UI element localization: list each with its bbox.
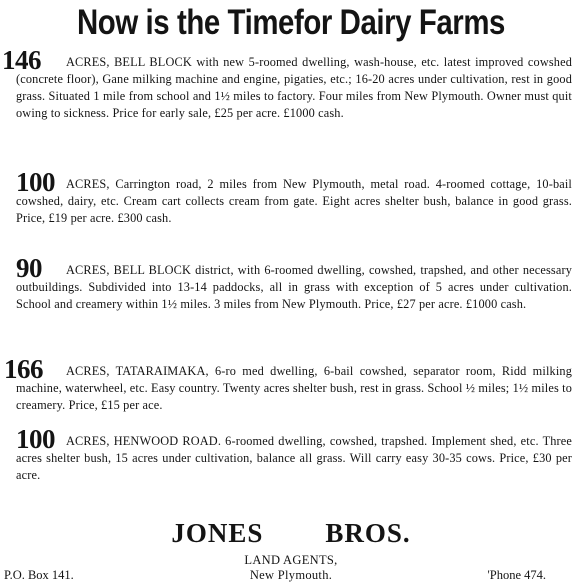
listing-text: ACRES, BELL BLOCK district, with 6-roomed dwelling, cowshed, trapshed, and other necessary outbuildings. Subdivided into 13-14 paddocks, all in grass with exception of 5 acres under cultivation. School and creamery within 1½ miles. 3 miles from New Plymouth. Price, £27 per acre. £1000 cash. xyxy=(16,263,572,311)
firm-town: New Plymouth. xyxy=(249,568,333,582)
listing-text: ACRES, Carrington road, 2 miles from New Plymouth, metal road. 4-roomed cottage, 10-bail cowshed, dairy, etc. Cream cart collects cream from gate. Eight acres shelter bush, balance in good grass. Price, £19 per acre. £300 cash. xyxy=(16,177,572,225)
listing-90-bell-block-district xyxy=(16,253,572,313)
acreage-number: 90 xyxy=(16,253,42,283)
listing-166-tataraimaka xyxy=(4,354,572,414)
firm-name xyxy=(0,518,582,548)
headline: Now is the Timefor Dairy Farms xyxy=(76,3,505,42)
listing-text: ACRES, TATARAIMAKA, 6-ro med dwelling, 6-bail cowshed, separator room, Ridd milking machine, waterwheel, etc. Easy country. Twenty acres shelter bush, rest in grass. School ½ miles; 1½ miles to creamery. Price, £15 per ace. xyxy=(16,364,572,412)
phone-number: 'Phone 474. xyxy=(487,568,546,582)
firm-role: LAND AGENTS, xyxy=(244,553,338,567)
listing-text: ACRES, HENWOOD ROAD. 6-roomed dwelling, cowshed, trapshed. Implement shed, etc. Three acres shelter bush, 15 acres under cultivation, balance all grass. Will carry easy 30-35 cows. Price, £30 per acre. xyxy=(16,434,572,482)
listing-146-bell-block xyxy=(2,45,572,122)
listing-100-henwood-road xyxy=(16,424,572,484)
acreage-number: 166 xyxy=(4,354,43,384)
po-box: P.O. Box 141. xyxy=(4,568,74,582)
listing-text: ACRES, BELL BLOCK with new 5-roomed dwelling, wash-house, etc. latest improved cowshed (concrete floor), Gane milking machine and engine, pigaties, etc.; 16-20 acres under cultivation, rest in good grass. Situated 1 mile from school and 1½ miles to factory. Four miles from New Plymouth. Owner must quit owing to sickness. Price for early sale, £25 per acre. £1000 cash. xyxy=(16,55,572,120)
firm-name-word: BROS. xyxy=(325,518,411,548)
acreage-number: 100 xyxy=(16,167,55,197)
acreage-number: 146 xyxy=(2,45,41,75)
acreage-number: 100 xyxy=(16,424,55,454)
firm-name-word: JONES xyxy=(171,518,264,548)
listing-100-carrington-road xyxy=(16,167,572,227)
